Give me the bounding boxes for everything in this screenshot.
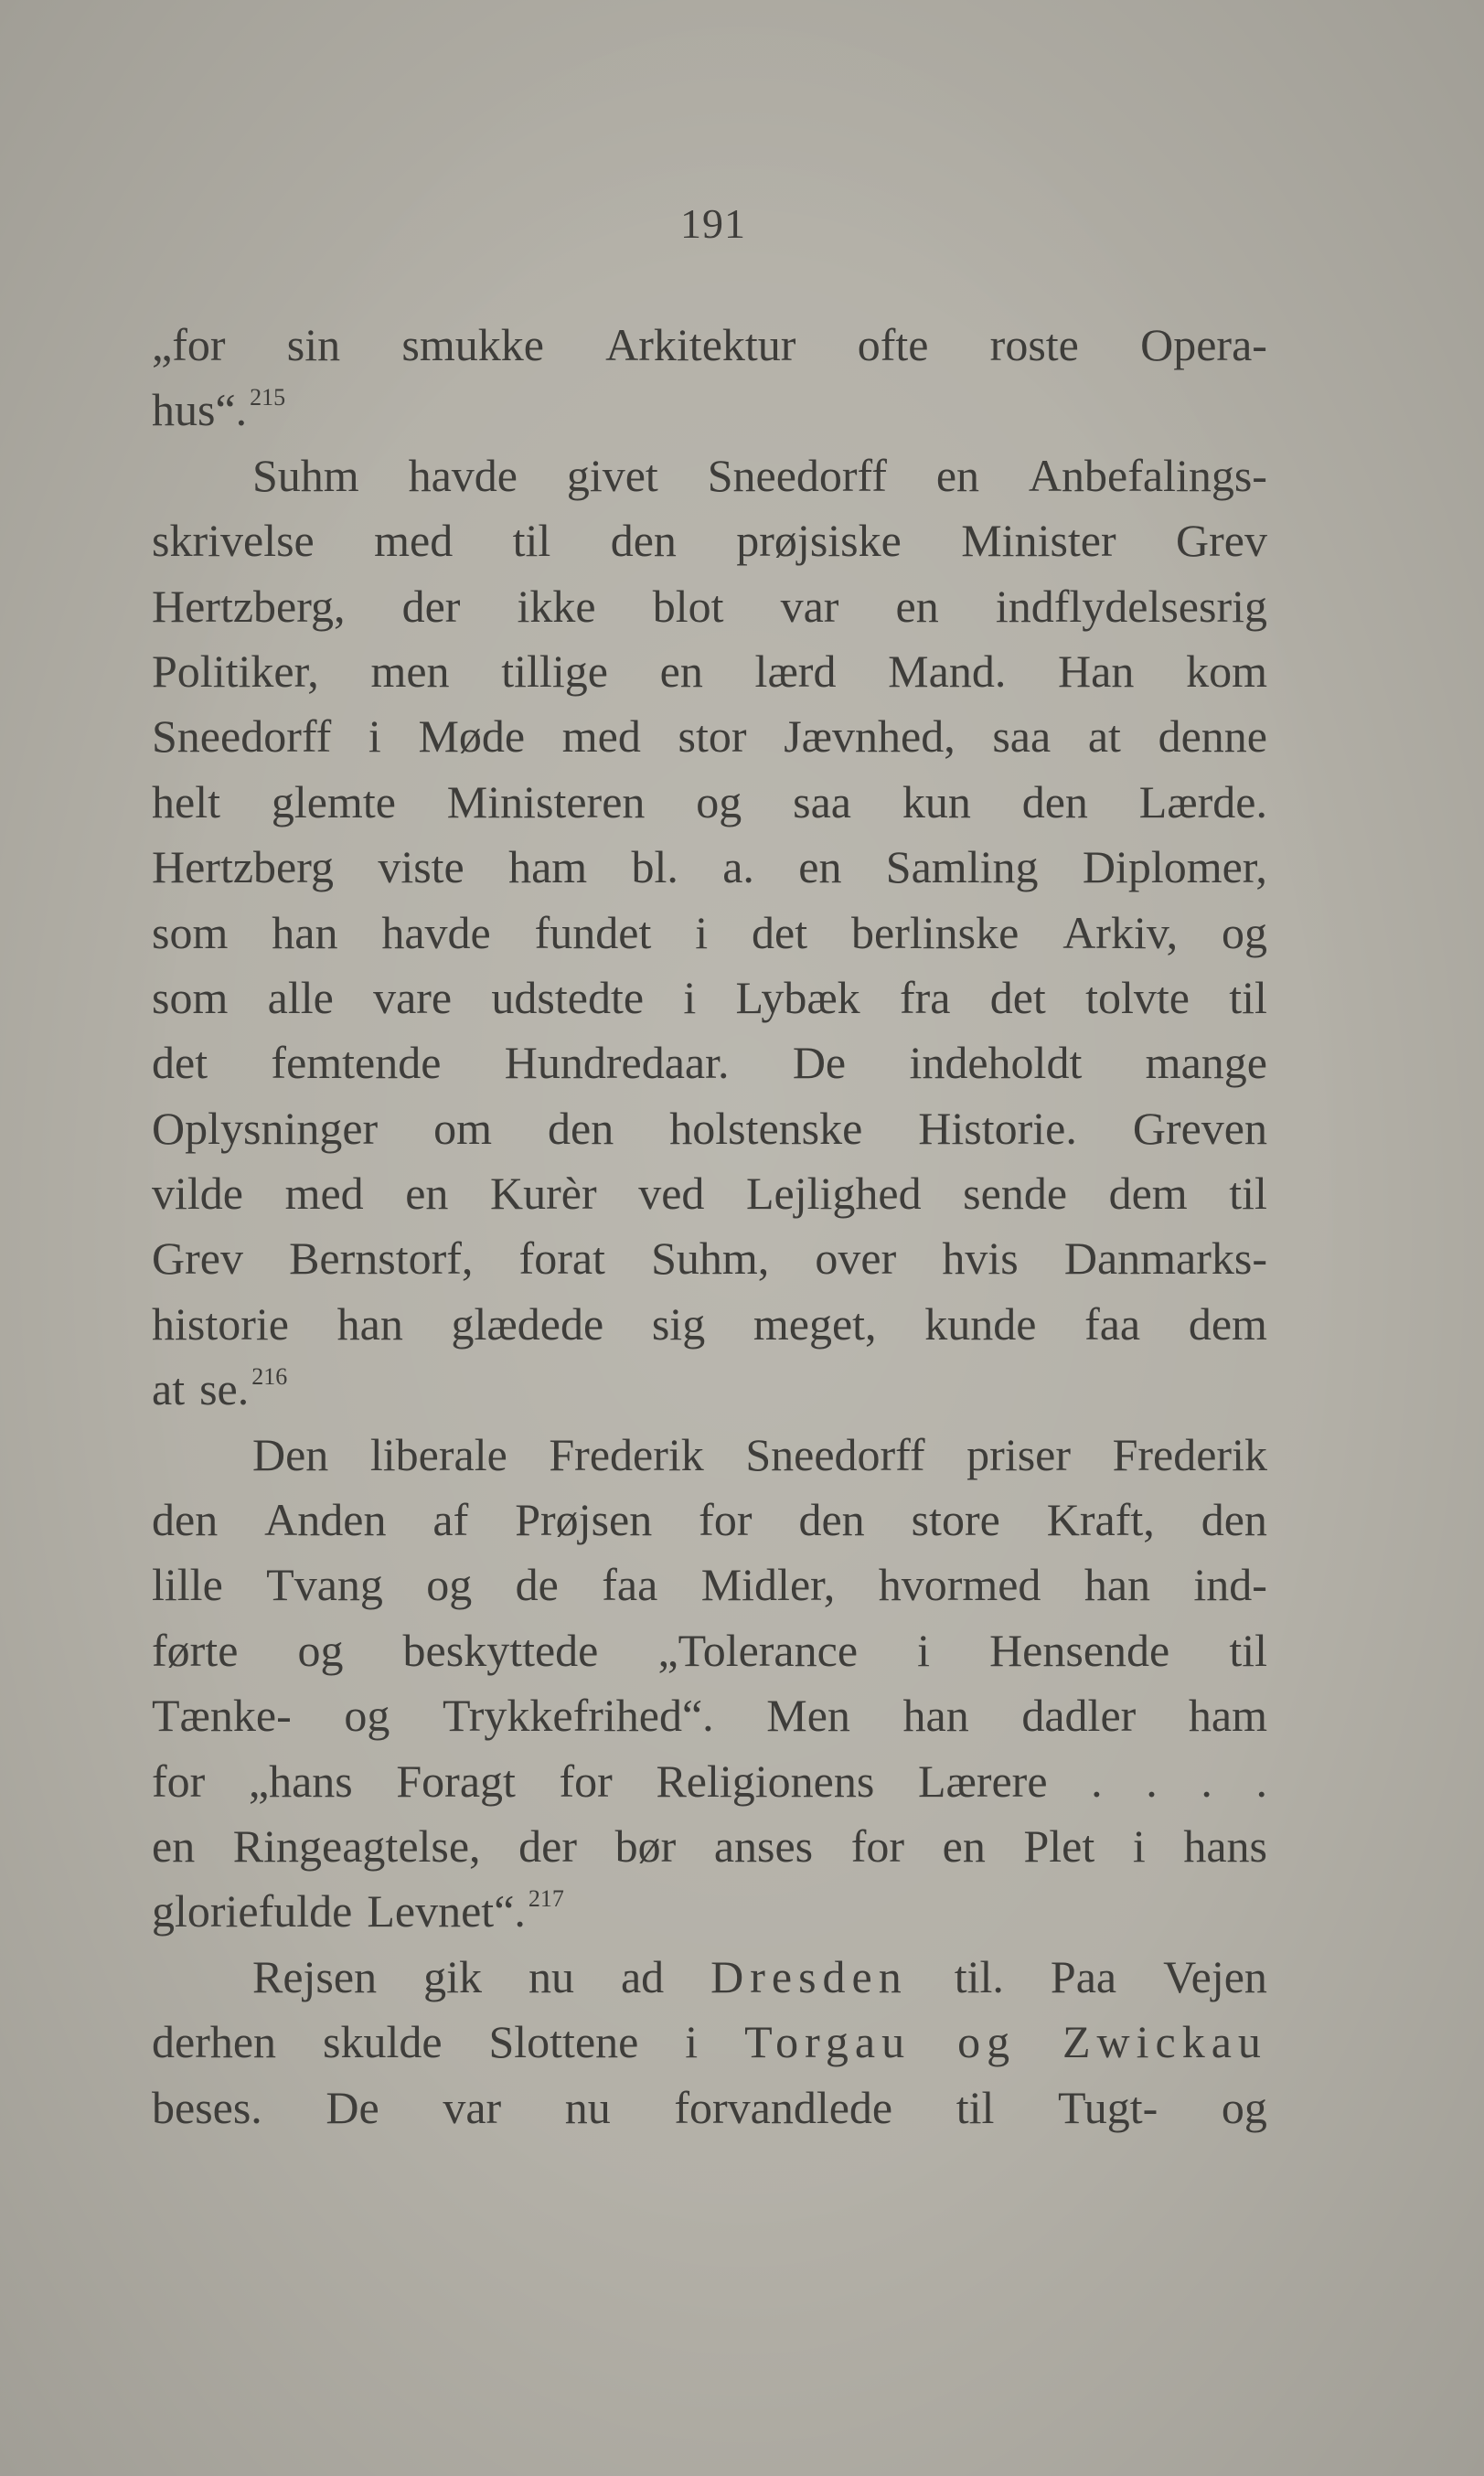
text-line	[152, 1618, 1267, 1683]
word: gik	[423, 1950, 482, 2002]
text-line	[152, 1161, 1267, 1226]
word: hans	[1183, 1820, 1267, 1872]
word: men	[370, 645, 450, 697]
text-line	[152, 1096, 1267, 1161]
text-line	[152, 1488, 1267, 1553]
word: berlinske	[851, 906, 1020, 958]
text-line	[152, 1749, 1267, 1814]
word: det	[752, 906, 808, 958]
word: saa	[793, 775, 851, 827]
word: Levnet“. $^{217}$	[367, 1885, 564, 1937]
word: sin	[286, 319, 341, 370]
word: hvis	[942, 1233, 1019, 1285]
word: Lybæk	[735, 971, 860, 1023]
word: store	[911, 1494, 1000, 1546]
word: Diplomer,	[1082, 841, 1267, 893]
word: den	[152, 1494, 219, 1546]
word: Hensende	[989, 1624, 1170, 1676]
word: Minister	[961, 515, 1116, 567]
word: nu	[528, 1950, 574, 2002]
word: Paa	[1050, 1950, 1117, 2002]
page-number: 191	[680, 200, 746, 247]
word: beskyttede	[402, 1624, 599, 1676]
word: tolvte	[1085, 971, 1190, 1023]
word: Danmarks-	[1063, 1233, 1267, 1285]
word: sig	[651, 1297, 706, 1350]
word: med	[561, 710, 641, 763]
body-text	[152, 313, 1267, 2140]
word: havde	[408, 449, 518, 501]
word: Politiker,	[152, 645, 319, 697]
word: ham	[1188, 1690, 1267, 1742]
word: a.	[722, 841, 754, 893]
word: Slottene	[488, 2016, 639, 2068]
text-line	[152, 1683, 1267, 1748]
text-line	[152, 508, 1267, 573]
word: beses.	[152, 2081, 262, 2133]
word: indflydelsesrig	[995, 580, 1267, 632]
word: glemte	[271, 775, 396, 827]
text-line	[152, 1292, 1267, 1357]
word: til	[1229, 971, 1267, 1023]
word: Samling	[885, 841, 1039, 893]
word: Ringeagtelse,	[232, 1820, 481, 1872]
word: Frederik	[1112, 1428, 1267, 1480]
word: ofte	[857, 319, 929, 370]
text-line	[152, 835, 1267, 900]
word: saa	[992, 710, 1052, 763]
word: De	[326, 2081, 379, 2133]
word: Lærere	[917, 1755, 1048, 1807]
text-line	[152, 1814, 1267, 1879]
text-line	[152, 2010, 1267, 2075]
word: til.	[954, 1950, 1004, 2002]
word: .	[1146, 1755, 1158, 1807]
word: Opera-	[1140, 319, 1267, 370]
word: Anbefalings-	[1028, 449, 1267, 501]
word: Plet	[1023, 1820, 1095, 1872]
word: hvormed	[878, 1559, 1041, 1611]
word: ikke	[517, 580, 596, 632]
text-line	[152, 1945, 1267, 2010]
word: femtende	[271, 1037, 442, 1089]
word: .	[1091, 1755, 1103, 1807]
word: kunde	[924, 1297, 1037, 1350]
text-line	[152, 574, 1267, 639]
word: førte	[152, 1624, 239, 1676]
word: blot	[652, 580, 724, 632]
word: og	[696, 775, 742, 827]
word: Hundredaar.	[504, 1037, 730, 1089]
word: De	[792, 1037, 847, 1089]
word: en	[798, 841, 842, 893]
word: en	[895, 580, 939, 632]
word: viste	[378, 841, 464, 893]
word: en	[935, 449, 980, 501]
word: Midler,	[700, 1559, 836, 1611]
word: Suhm,	[651, 1233, 770, 1285]
word: for	[850, 1820, 905, 1872]
word: „hans	[248, 1755, 353, 1807]
word: bør	[614, 1820, 677, 1872]
text-line	[152, 313, 1267, 378]
word: Hertzberg	[152, 841, 334, 893]
word: i	[368, 710, 381, 763]
word: sende	[963, 1168, 1068, 1220]
word: det	[152, 1037, 208, 1089]
word: glædede	[451, 1297, 604, 1350]
word: kom	[1186, 645, 1267, 697]
word: Hertzberg,	[152, 580, 346, 632]
footnote-reference: 216	[251, 1363, 288, 1391]
word: ind-	[1193, 1559, 1267, 1611]
word: skrivelse	[152, 515, 315, 567]
word: vare	[373, 971, 453, 1023]
word: gloriefulde	[152, 1885, 353, 1937]
text-line	[152, 443, 1267, 508]
word: smukke	[401, 319, 544, 370]
word: Grev	[152, 1233, 243, 1285]
word: alle	[267, 971, 334, 1023]
word: Tugt-	[1058, 2081, 1158, 2133]
word: anses	[713, 1820, 814, 1872]
word: Religionens	[656, 1755, 875, 1807]
word: Tvang	[266, 1559, 383, 1611]
word: og	[426, 1559, 473, 1611]
text-line	[152, 1553, 1267, 1617]
word: historie	[152, 1297, 289, 1350]
word: i	[683, 971, 697, 1023]
word: havde	[381, 906, 491, 958]
word: Tænke-	[152, 1690, 292, 1742]
text-line	[152, 1423, 1267, 1488]
text-line	[152, 378, 1267, 443]
word: Han	[1058, 645, 1135, 697]
word: tillige	[501, 645, 608, 697]
word: Lejlighed	[745, 1168, 922, 1220]
word: Dresden	[710, 1950, 908, 2002]
word: Oplysninger	[152, 1102, 379, 1154]
text-line	[152, 1357, 1267, 1422]
word: en	[659, 645, 703, 697]
text-line	[152, 1030, 1267, 1095]
word: i	[1132, 1820, 1146, 1872]
word: den	[548, 1102, 614, 1154]
text-line	[152, 770, 1267, 835]
word: udstedte	[491, 971, 645, 1023]
word: han	[272, 906, 338, 958]
word: Anden	[264, 1494, 387, 1546]
word: meget,	[753, 1297, 877, 1350]
word: den	[1201, 1494, 1267, 1546]
word: til	[1229, 1168, 1267, 1220]
word: til	[512, 515, 551, 567]
word: Prøjsen	[515, 1494, 653, 1546]
word: Den	[252, 1428, 329, 1480]
word: Arkitektur	[605, 319, 796, 370]
text-line	[152, 1226, 1267, 1291]
word: en	[152, 1820, 196, 1872]
word: derhen	[152, 2016, 277, 2068]
word: i	[685, 2016, 699, 2068]
word: forat	[518, 1233, 605, 1285]
word: .	[1255, 1755, 1267, 1807]
word: faa	[1084, 1297, 1141, 1350]
word: og	[1222, 906, 1267, 958]
word: dem	[1188, 1297, 1267, 1350]
word: ved	[638, 1168, 705, 1220]
text-line	[152, 966, 1267, 1030]
word: som	[152, 971, 229, 1023]
word: var	[443, 2081, 502, 2133]
word: han	[902, 1690, 969, 1742]
word: Møde	[418, 710, 526, 763]
word: lærd	[754, 645, 837, 697]
word: prøjsiske	[736, 515, 902, 567]
word: givet	[566, 449, 658, 501]
word: over	[815, 1233, 897, 1285]
word: Kraft,	[1046, 1494, 1155, 1546]
word: Arkiv,	[1062, 906, 1179, 958]
word: Mand.	[888, 645, 1007, 697]
word: mange	[1145, 1037, 1267, 1089]
word: priser	[966, 1428, 1072, 1480]
word: Historie.	[918, 1102, 1077, 1154]
word: .	[1201, 1755, 1212, 1807]
word: „for	[152, 319, 226, 370]
word: og	[344, 1690, 390, 1742]
word: liberale	[369, 1428, 507, 1480]
word: den	[798, 1494, 865, 1546]
word: til	[1229, 1624, 1267, 1676]
word: for	[559, 1755, 613, 1807]
word: kun	[902, 775, 971, 827]
word: se. $^{216}$	[199, 1363, 288, 1415]
word: Torgau	[744, 2016, 912, 2068]
word: skulde	[322, 2016, 443, 2068]
word: vilde	[152, 1168, 243, 1220]
footnote-reference: 215	[250, 384, 286, 411]
word: roste	[989, 319, 1079, 370]
word: og	[297, 1624, 344, 1676]
word: fra	[899, 971, 951, 1023]
word: han	[336, 1297, 403, 1350]
word: Men	[766, 1690, 850, 1742]
word: ad	[620, 1950, 665, 2002]
word: Trykkefrihed“.	[442, 1690, 714, 1742]
footnote-reference: 217	[528, 1885, 564, 1913]
text-line	[152, 639, 1267, 704]
word: en	[942, 1820, 986, 1872]
word: ham	[508, 841, 588, 893]
word: med	[284, 1168, 364, 1220]
word: Frederik	[549, 1428, 704, 1480]
word: Sneedorff	[152, 710, 332, 763]
word: Kurèr	[490, 1168, 597, 1220]
word: Vejen	[1163, 1950, 1267, 2002]
word: Lærde.	[1138, 775, 1267, 827]
word: indeholdt	[909, 1037, 1083, 1089]
word: der	[401, 580, 461, 632]
word: Jævnhed,	[784, 710, 956, 763]
word: Suhm	[252, 449, 359, 501]
word: Bernstorf,	[289, 1233, 474, 1285]
word: at	[152, 1363, 186, 1415]
word: af	[432, 1494, 469, 1546]
word: fundet	[534, 906, 652, 958]
text-line	[152, 2076, 1267, 2140]
word: for	[699, 1494, 753, 1546]
word: Foragt	[396, 1755, 516, 1807]
word: at	[1087, 710, 1121, 763]
word: bl.	[631, 841, 678, 893]
word: Zwickau	[1062, 2016, 1267, 2068]
word: helt	[152, 775, 220, 827]
word: og	[957, 2016, 1017, 2068]
word: nu	[564, 2081, 611, 2133]
word: stor	[678, 710, 747, 763]
word: en	[405, 1168, 449, 1220]
word: „Tolerance	[657, 1624, 859, 1676]
word: der	[518, 1820, 577, 1872]
word: lille	[152, 1559, 223, 1611]
word: Greven	[1132, 1102, 1267, 1154]
word: holstenske	[669, 1102, 863, 1154]
word: til	[956, 2081, 995, 2133]
word: om	[433, 1102, 493, 1154]
word: i	[695, 906, 709, 958]
word: den	[1021, 775, 1088, 827]
text-line	[152, 1879, 1267, 1944]
word: for	[152, 1755, 206, 1807]
word: dadler	[1021, 1690, 1137, 1742]
word: som	[152, 906, 229, 958]
word: Rejsen	[252, 1950, 378, 2002]
word: og	[1221, 2081, 1267, 2133]
word: han	[1084, 1559, 1151, 1611]
word: med	[374, 515, 454, 567]
text-line	[152, 704, 1267, 769]
word: denne	[1158, 710, 1267, 763]
word: de	[515, 1559, 559, 1611]
word: det	[989, 971, 1046, 1023]
word: var	[780, 580, 839, 632]
word: Sneedorff	[745, 1428, 925, 1480]
word: den	[610, 515, 677, 567]
word: Grev	[1176, 515, 1267, 567]
word: forvandlede	[674, 2081, 893, 2133]
word: dem	[1108, 1168, 1188, 1220]
word: faa	[602, 1559, 658, 1611]
text-line	[152, 901, 1267, 966]
word: i	[917, 1624, 930, 1676]
word: Ministeren	[446, 775, 646, 827]
word: Sneedorff	[707, 449, 887, 501]
word: hus“. $^{215}$	[152, 384, 286, 436]
